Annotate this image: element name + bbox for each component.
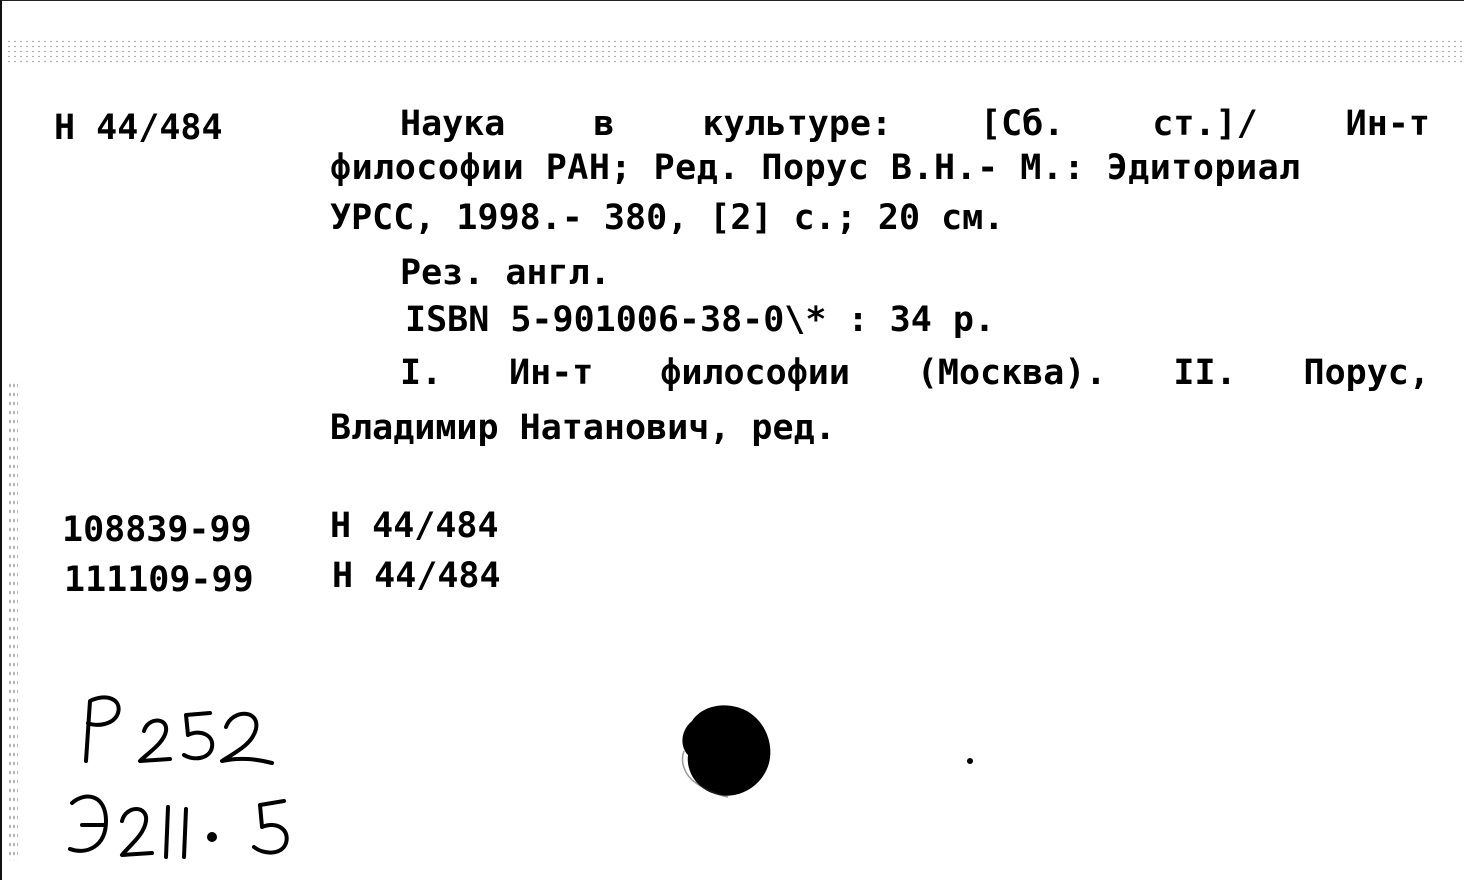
description-word: культуре: bbox=[702, 104, 893, 144]
isbn-line: ISBN 5-901006-38-0\* : 34 р. bbox=[405, 300, 996, 340]
holding-number: 108839-99 bbox=[62, 510, 252, 550]
tracing-word: II. bbox=[1173, 353, 1237, 393]
description-word: Ин-т bbox=[1345, 104, 1430, 144]
card-top-edge-noise bbox=[6, 39, 1462, 63]
description-word: Наука bbox=[400, 104, 506, 144]
description-line-1 bbox=[400, 104, 1430, 144]
holding-shelfmark: Н 44/484 bbox=[330, 506, 499, 546]
card-left-edge-noise bbox=[8, 381, 18, 861]
summary-note: Рез. англ. bbox=[400, 253, 611, 293]
handwritten-code-p252 bbox=[72, 691, 292, 771]
tracing-word: Порус, bbox=[1303, 353, 1430, 393]
tracing-word: (Москва). bbox=[916, 353, 1107, 393]
holding-shelfmark: Н 44/484 bbox=[332, 556, 501, 596]
description-line-2: философии РАН; Ред. Порус В.Н.- М.: Эдиториал bbox=[330, 148, 1301, 188]
shelfmark: Н 44/484 bbox=[54, 108, 223, 148]
tracing-word: I. bbox=[400, 353, 443, 393]
tracing-word: философии bbox=[660, 353, 850, 393]
holding-number: 111109-99 bbox=[64, 560, 254, 600]
handwritten-code-e2115 bbox=[60, 781, 310, 871]
stray-dot bbox=[964, 755, 976, 767]
description-word: [Сб. bbox=[980, 104, 1065, 144]
description-word: ст.]/ bbox=[1152, 104, 1258, 144]
tracing-word: Ин-т bbox=[509, 353, 594, 393]
punch-hole bbox=[662, 691, 782, 811]
tracings-line-1 bbox=[400, 353, 1430, 393]
description-line-3: УРСС, 1998.- 380, [2] с.; 20 см. bbox=[330, 198, 1005, 238]
description-word: в bbox=[593, 104, 615, 144]
tracings-line-2: Владимир Натанович, ред. bbox=[330, 408, 836, 448]
